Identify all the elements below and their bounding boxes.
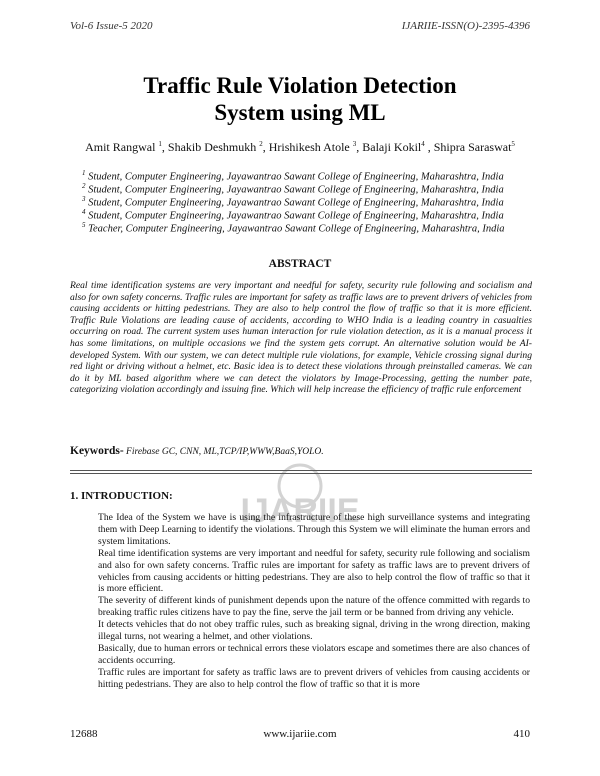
intro-paragraph: Real time identification systems are very important and needful for safety, security rule following and socialism and also for own safety concerns. Traffic rules are important for safety as traffic laws are to prevent drivers of vehicles from causing accidents or hitting pedestrians. They are also to help control the flow of traffic so that it is more efficient. — [98, 547, 530, 595]
affiliation-3: $^3$ Student, Computer Engineering, Jayawantrao Sawant College of Engineering, Maharashtra, India — [82, 195, 504, 209]
affiliation-4: $^4$ Student, Computer Engineering, Jayawantrao Sawant College of Engineering, Maharashtra, India — [82, 208, 504, 222]
abstract-body: Real time identification systems are very important and needful for safety, security rule following and socialism and also for own safety concerns. Traffic rules are important for safety as traffic laws are to prevent drivers of vehicles from causing accidents or hitting pedestrians. They are also to help control the flow of traffic so that it is more efficient. Traffic Rule Violations are leading cause of accidents, according to WHO India is a leading country in casualties occurring on road. The current system uses human interaction for rule violation detection, as it is a manual process it has some limitations, on multiple occasions we find the system gets corrupt. An alternative solution would be AI-developed System. With our system, we can detect multiple rule violations, for example, Vehicle crossing signal during red light or driving without a helmet, etc. Basic idea is to detect these violations through preinstalled cameras. We can do it by ML based algorithm where we can detect the violators by Image-Processing, getting the number pate, categorizing violation accordingly and issuing fine. Which will help increase the efficiency of traffic rule enforcement — [70, 280, 532, 396]
journal-issn: IJARIIE-ISSN(O)-2395-4396 — [401, 20, 530, 32]
section-divider-bottom — [70, 473, 532, 474]
affiliation-1: $^1$ Student, Computer Engineering, Jayawantrao Sawant College of Engineering, Maharashtra, India — [82, 169, 504, 183]
intro-paragraph: Basically, due to human errors or technical errors these violators escape and sometimes there are also chances of accidents occurring. — [98, 642, 530, 666]
intro-paragraph: The Idea of the System we have is using the infrastructure of these high surveillance systems and integrating them with Deep Learning to identify the violations. Through this System we will eliminate the human errors and system limitations. — [98, 512, 530, 547]
paper-id: 12688 — [70, 728, 98, 740]
paper-title-line-1: Traffic Rule Violation Detection — [143, 73, 457, 98]
author-list — [0, 140, 600, 155]
paper-title-line-2: System using ML — [214, 100, 386, 125]
author-2: Shakib Deshmukh $^2$, — [167, 140, 269, 154]
intro-paragraph: It detects vehicles that do not obey traffic rules, such as breaking signal, driving in the wrong direction, making illegal turns, not wearing a helmet, and other violations. — [98, 619, 530, 643]
journal-volume-issue: Vol-6 Issue-5 2020 — [70, 20, 153, 32]
author-3: Hrishikesh Atole $^3$, — [268, 140, 363, 154]
affiliation-2: $^2$ Student, Computer Engineering, Jayawantrao Sawant College of Engineering, Maharashtra, India — [82, 182, 504, 196]
author-1: Amit Rangwal $^1$, — [85, 140, 168, 154]
section-divider-top — [70, 470, 532, 471]
keywords-label: Keywords- — [70, 445, 124, 457]
page-number: 410 — [513, 728, 530, 740]
intro-paragraph: The severity of different kinds of punishment depends upon the nature of the offence committed with regards to breaking traffic rules citizens have to pay the fine, serve the jail term or be banned from driving any vehicle. — [98, 595, 530, 619]
introduction-body — [98, 512, 530, 691]
paper-title — [0, 72, 600, 126]
introduction-heading: 1. INTRODUCTION: — [70, 490, 173, 502]
journal-website: www.ijariie.com — [263, 728, 337, 740]
keywords-line — [70, 445, 324, 457]
affiliation-5: $^5$ Teacher, Computer Engineering, Jayawantrao Sawant College of Engineering, Maharashtra, India — [82, 221, 505, 235]
author-4: Balaji Kokil$^4$ , — [362, 140, 434, 154]
svg-text:IJARIIE: IJARIIE — [240, 492, 360, 527]
keywords-text: Firebase GC, CNN, ML,TCP/IP,WWW,BaaS,YOLO. — [123, 447, 324, 457]
author-5: Shipra Saraswat$^5$ — [433, 140, 515, 154]
abstract-heading: ABSTRACT — [268, 258, 332, 270]
intro-paragraph: Traffic rules are important for safety as traffic laws are to prevent drivers of vehicles from causing accidents or hitting pedestrians. They are also to help control the flow of traffic so that it is more — [98, 666, 530, 690]
